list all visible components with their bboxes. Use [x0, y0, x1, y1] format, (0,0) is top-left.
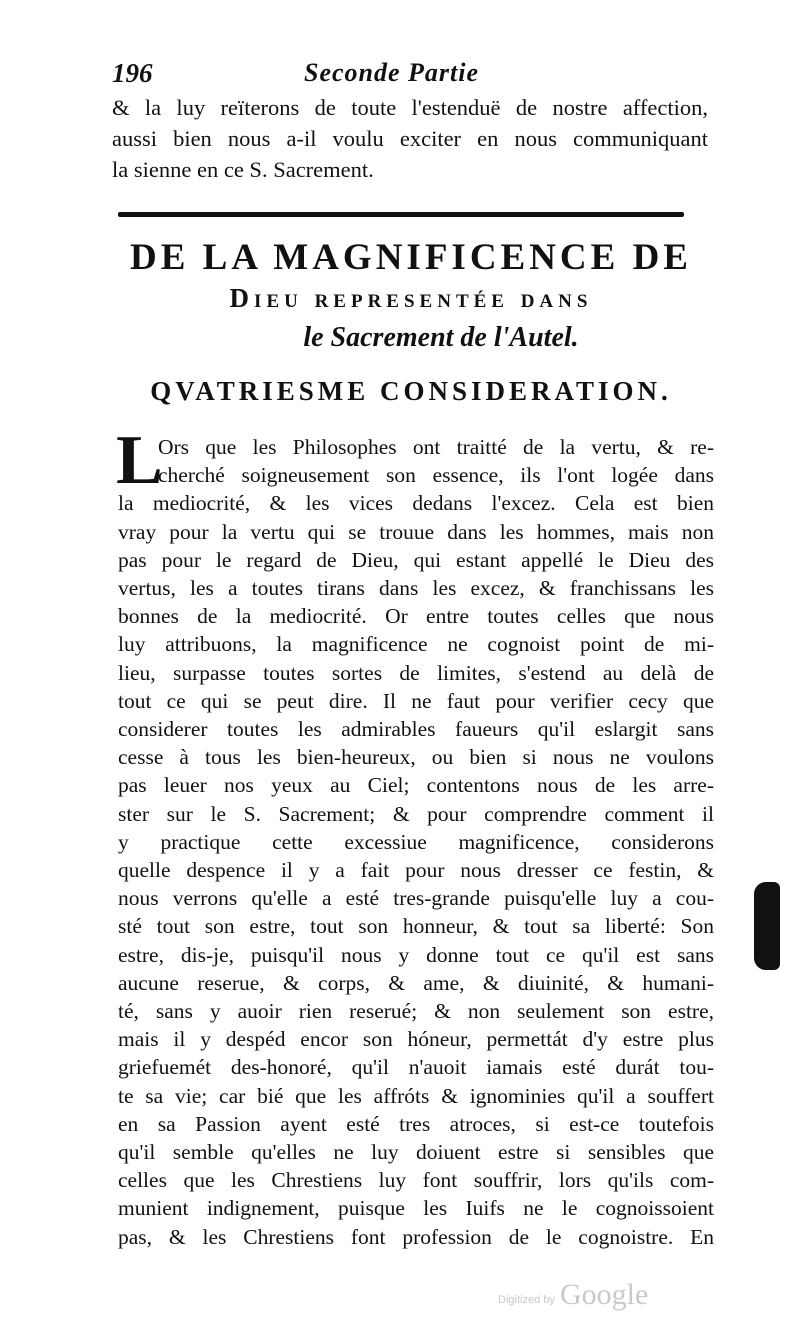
page-number: 196: [112, 58, 153, 88]
text-line: cesse à tous les bien-heureux, ou bien si nous ne voulons: [118, 745, 714, 770]
text-line: pas pour le regard de Dieu, qui estant appellé le Dieu des: [118, 547, 714, 572]
text-line: cherché soigneusement son essence, ils l'ont logée dans: [158, 463, 714, 488]
chapter-heading-line-1: DE LA MAGNIFICENCE DE: [130, 237, 692, 278]
text-line: estre, dis-je, puisqu'il nous y donne tout ce qu'il est sans: [118, 942, 714, 967]
text-line: aussi bien nous a-il voulu exciter en nous communiquant: [112, 126, 708, 151]
watermark-prefix: Digitized by: [498, 1294, 555, 1306]
text-line: & la luy reïterons de toute l'estenduë de nostre affection,: [112, 95, 708, 120]
text-line: la mediocrité, & les vices dedans l'excez. Cela est bien: [118, 491, 714, 516]
text-line: celles que les Chrestiens luy font souffrir, lors qu'ils com-: [118, 1168, 714, 1193]
text-line: vray pour la vertu qui se trouue dans les hommes, mais non: [118, 519, 714, 544]
text-line: la sienne en ce S. Sacrement.: [112, 157, 374, 182]
text-line: qu'il semble qu'elles ne luy doiuent estre si sensibles que: [118, 1140, 714, 1165]
text-line: pas, & les Chrestiens font profession de le cognoistre. En: [118, 1224, 714, 1249]
watermark-brand: Google: [560, 1278, 649, 1311]
text-line: tout ce qui se peut dire. Il ne faut pour verifier cecy que: [118, 688, 714, 713]
body-paragraph: [118, 433, 714, 1251]
chapter-heading-line-2: Dieu representée dans: [229, 283, 593, 313]
text-line: munient indignement, puisque les Iuifs ne le cognoissoient: [118, 1196, 714, 1221]
chapter-heading-line-3: le Sacrement de l'Autel.: [303, 322, 579, 353]
text-line: griefuemét des-honoré, qu'il n'auoit iamais esté durát tou-: [118, 1055, 714, 1080]
running-title: Seconde Partie: [304, 58, 480, 87]
drop-cap: L: [116, 422, 163, 499]
text-line: vertus, les a toutes tirans dans les excez, & franchissans les: [118, 576, 714, 601]
text-line: pas leuer nos yeux au Ciel; contentons nous de les arre-: [118, 773, 714, 798]
text-line: luy attribuons, la magnificence ne cognoist point de mi-: [118, 632, 714, 657]
text-line: Ors que les Philosophes ont traitté de la vertu, & re-: [158, 435, 714, 459]
text-line: te sa vie; car bié que les affróts & ignominies qu'il a souffert: [118, 1083, 714, 1108]
text-line: en sa Passion ayent esté tres atroces, si est-ce toutefois: [118, 1111, 714, 1136]
carry-over-paragraph: [112, 92, 708, 185]
text-line: nous verrons qu'elle a esté tres-grande puisqu'elle luy a cou-: [118, 886, 714, 911]
text-line: ster sur le S. Sacrement; & pour comprendre comment il: [118, 801, 714, 826]
text-line: considerer toutes les admirables faueurs qu'il eslargit sans: [118, 717, 714, 742]
text-line: y practique cette excessiue magnificence, considerons: [118, 829, 714, 854]
section-rule: [118, 212, 684, 217]
running-head: [112, 58, 712, 92]
text-line: lieu, surpasse toutes sortes de limites, s'estend au delà de: [118, 660, 714, 685]
consideration-title: QVATRIESME CONSIDERATION.: [150, 376, 672, 406]
digitization-watermark: [498, 1278, 698, 1318]
text-line: quelle despence il y a fait pour nous dresser ce festin, &: [118, 858, 714, 883]
page-edge-mark: [754, 882, 780, 970]
text-line: té, sans y auoir rien reserué; & non seulement son estre,: [118, 999, 714, 1024]
text-line: mais il y despéd encor son hóneur, permettát d'y estre plus: [118, 1027, 714, 1052]
text-line: sté tout son estre, tout son honneur, & tout sa liberté: Son: [118, 914, 714, 939]
text-line: aucune reserue, & corps, & ame, & diuinité, & humani-: [118, 970, 714, 995]
text-line: bonnes de la mediocrité. Or entre toutes celles que nous: [118, 604, 714, 629]
